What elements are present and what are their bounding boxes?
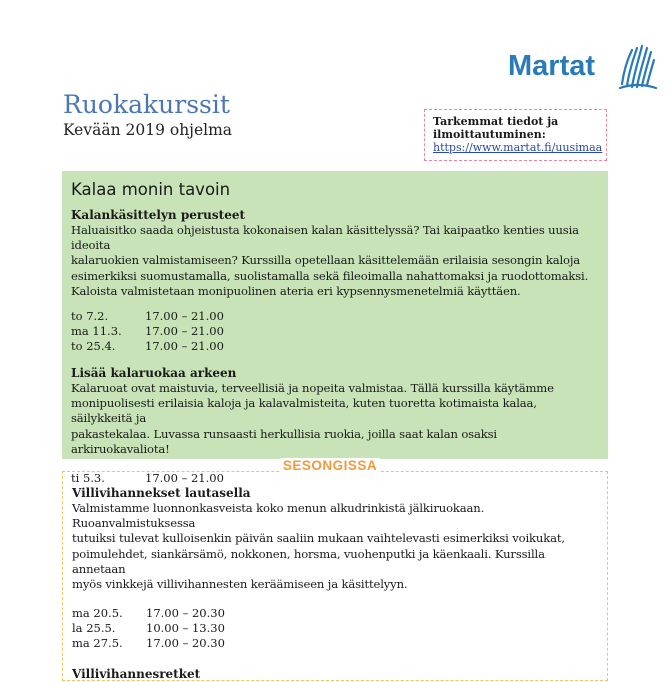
section-title: Kalaa monin tavoin xyxy=(71,180,231,199)
text-line: monipuolisesti erilaisia kaloja ja kalavalmisteita, kuten tuoretta kotimaista kalaa, säilykkeitä ja xyxy=(71,396,537,426)
text-line: tutuiksi tulevat kulloisenkin päivän saaliin mukaan vaihtelevasti esimerkiksi voikukat, xyxy=(72,531,565,546)
schedule-day: to 7.2. xyxy=(71,309,109,324)
schedule-time: 17.00 – 20.30 xyxy=(146,636,225,651)
text-line: Kaloista valmistetaan monipuolinen ateria eri kypsennysmenetelmiä käyttäen. xyxy=(71,283,521,298)
text-line: pakastekalaa. Luvassa runsaasti herkullisia ruokia, joilla saat kalan osaksi arkiruokavaliota! xyxy=(71,426,497,456)
text-line: Kalaruoat ovat maistuvia, terveellisiä ja nopeita valmistaa. Tällä kurssilla käytämme xyxy=(71,381,554,396)
course-description xyxy=(71,223,598,299)
schedule-day: ti 5.3. xyxy=(71,471,105,486)
seasonal-section xyxy=(62,471,608,681)
course-schedule xyxy=(71,309,598,354)
schedule-row xyxy=(72,606,597,621)
info-label: Tarkemmat tiedot ja ilmoittautuminen: xyxy=(433,115,559,141)
page-subtitle: Kevään 2019 ohjelma xyxy=(63,121,233,139)
course-heading: Kalankäsittelyn perusteet xyxy=(71,208,246,222)
course-description xyxy=(72,501,597,592)
schedule-day: ma 27.5. xyxy=(72,636,123,651)
text-line: myös vinkkejä villivihannesten keräämiseen ja käsittelyyn. xyxy=(72,577,408,592)
schedule-time: 17.00 – 21.00 xyxy=(145,339,224,354)
text-line: kalaruokien valmistamiseen? Kurssilla opetellaan käsittelemään erilaisia sesongin kaloja xyxy=(71,253,581,268)
schedule-row xyxy=(71,339,598,354)
text-line: Haluaisitko saada ohjeistusta kokonaisen kalan käsittelyssä? Tai kaipaatko kenties uusia ideoita xyxy=(71,223,579,253)
schedule-row xyxy=(72,636,597,651)
course-description xyxy=(71,381,598,457)
martat-logo-icon xyxy=(618,40,658,92)
course-heading: Villivihannesretket xyxy=(72,667,201,682)
course-heading: Villivihannekset lautasella xyxy=(72,486,251,500)
text-line: poimulehdet, siankärsämö, nokkonen, horsma, vuohenputki ja käenkaali. Kurssilla annetaan xyxy=(72,546,545,576)
schedule-row xyxy=(71,309,598,324)
martat-logo xyxy=(508,40,658,92)
schedule-day: to 25.4. xyxy=(71,339,116,354)
schedule-row xyxy=(71,324,598,339)
schedule-day: ma 11.3. xyxy=(71,324,122,339)
schedule-time: 10.00 – 13.30 xyxy=(146,621,225,636)
schedule-time: 17.00 – 20.30 xyxy=(146,606,225,621)
info-box xyxy=(424,109,607,161)
schedule-day: ma 20.5. xyxy=(72,606,123,621)
schedule-time: 17.00 – 21.00 xyxy=(145,324,224,339)
logo-text: Martat xyxy=(508,50,596,82)
course-heading: Lisää kalaruokaa arkeen xyxy=(71,366,237,381)
course-schedule xyxy=(72,606,597,651)
schedule-time: 17.00 – 21.00 xyxy=(145,309,224,324)
schedule-row xyxy=(72,621,597,636)
page-title: Ruokakurssit xyxy=(63,90,230,119)
schedule-time: 17.00 – 21.00 xyxy=(145,471,224,486)
info-link[interactable]: https://www.martat.fi/uusimaa xyxy=(433,141,603,154)
schedule-day: la 25.5. xyxy=(72,621,116,636)
text-line: Valmistamme luonnonkasveista koko menun alkudrinkistä jälkiruokaan. Ruoanvalmistuksessa xyxy=(72,501,485,531)
seasonal-badge: SESONGISSA xyxy=(280,458,380,473)
text-line: esimerkiksi suomustamalla, suolistamalla sekä fileoimalla nahattomaksi ja ruodottomaksi. xyxy=(71,268,589,283)
